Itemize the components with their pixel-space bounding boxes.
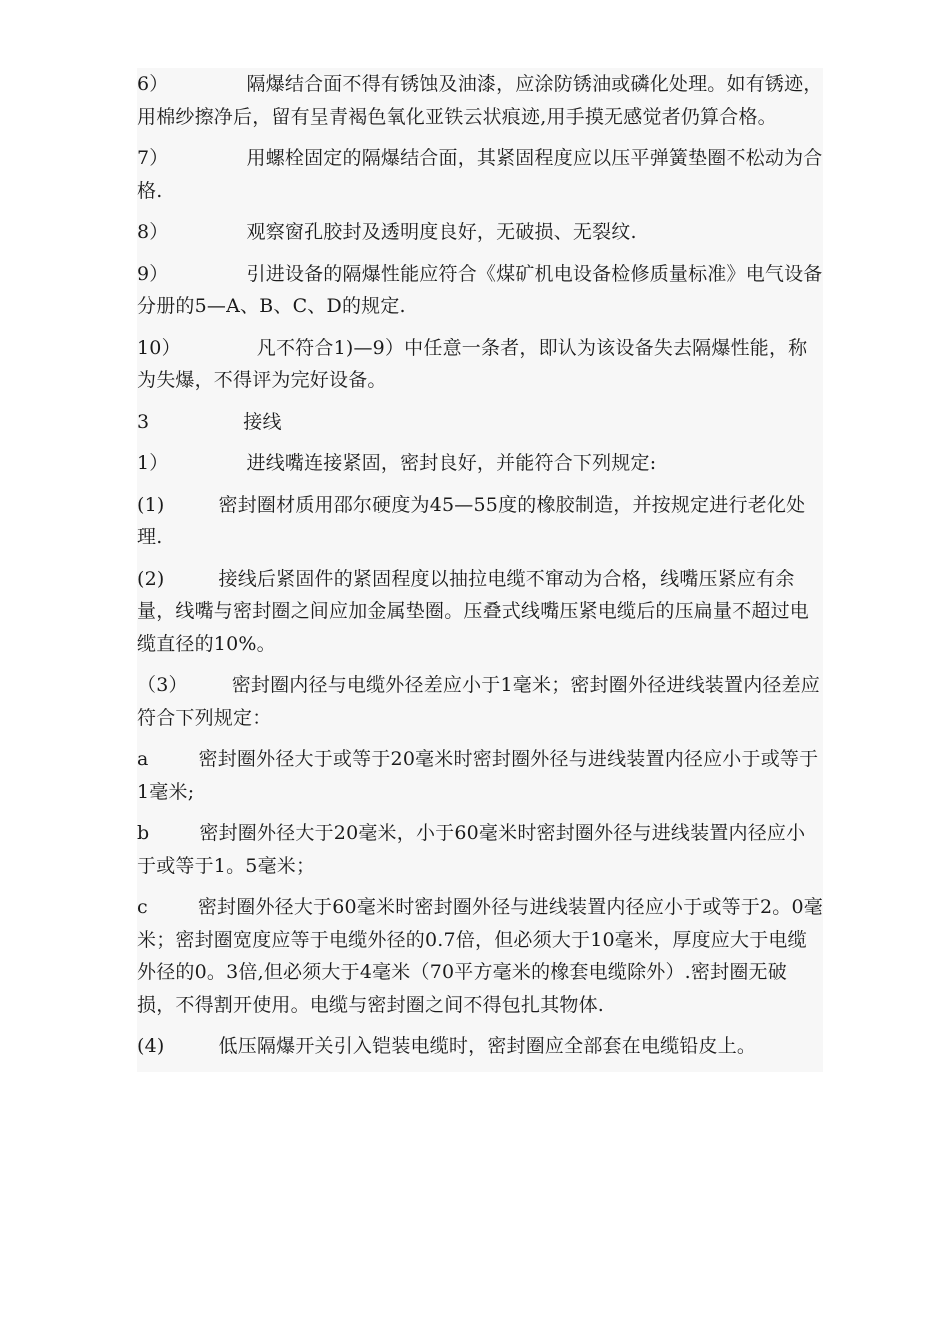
paragraph-text: 密封圈外径大于或等于20毫米时密封圈外径与进线装置内径应小于或等于1毫米; [137, 748, 819, 803]
paragraph [137, 258, 823, 332]
paragraph-text: 隔爆结合面不得有锈蚀及油漆，应涂防锈油或磷化处理。如有锈迹，用棉纱擦净后，留有呈青褐色氧化亚铁云状痕迹,用手摸无感觉者仍算合格。 [137, 73, 823, 128]
paragraph-text: 密封圈内径与电缆外径差应小于1毫米；密封圈外径进线装置内径差应符合下列规定： [137, 674, 820, 729]
paragraph [137, 216, 823, 258]
paragraph [137, 817, 823, 891]
item-number: （3） [137, 674, 188, 696]
item-number: (2) [137, 567, 165, 590]
paragraph-text: 密封圈材质用邵尔硬度为45—55度的橡胶制造，并按规定进行老化处理. [137, 493, 806, 548]
item-number: b [137, 822, 150, 844]
paragraph-text: 引进设备的隔爆性能应符合《煤矿机电设备检修质量标准》电气设备分册的5—A、B、C、D的规定. [137, 262, 823, 317]
item-number: 10） [137, 336, 181, 359]
paragraph [137, 489, 823, 563]
paragraph [137, 68, 823, 142]
section-heading [137, 406, 823, 448]
item-number: 6） [137, 73, 169, 95]
item-number: 8） [137, 221, 169, 243]
item-number: 9） [137, 262, 169, 285]
paragraph-text: 低压隔爆开关引入铠装电缆时，密封圈应全部套在电缆铅皮上。 [218, 1035, 757, 1057]
paragraph-text: 用螺栓固定的隔爆结合面，其紧固程度应以压平弹簧垫圈不松动为合格. [137, 147, 823, 202]
paragraph [137, 891, 823, 1030]
paragraph [137, 563, 823, 670]
item-number: (4) [137, 1035, 165, 1057]
paragraph-text: 密封圈外径大于20毫米，小于60毫米时密封圈外径与进线装置内径应小于或等于1。5毫米； [137, 822, 806, 877]
item-number: 7） [137, 147, 169, 169]
item-number: (1) [137, 493, 165, 516]
paragraph [137, 669, 823, 743]
paragraph [137, 743, 823, 817]
paragraph-text: 进线嘴连接紧固，密封良好，并能符合下列规定: [246, 452, 657, 474]
paragraph-text: 观察窗孔胶封及透明度良好，无破损、无裂纹. [246, 221, 637, 243]
paragraph [137, 1030, 823, 1072]
paragraph-text: 密封圈外径大于60毫米时密封圈外径与进线装置内径应小于或等于2。0毫米；密封圈宽度应等于电缆外径的0.7倍，但必须大于10毫米，厚度应大于电缆外径的0。3倍,但必须大于4毫米（70平方毫米的橡套电缆除外）.密封圈无破损，不得割开使用。电缆与密封圈之间不得包扎其物体. [137, 896, 823, 1016]
paragraph-text: 接线 [243, 410, 282, 433]
item-number: 3 [137, 410, 150, 433]
paragraph [137, 332, 823, 406]
paragraph-text: 凡不符合1)—9）中任意一条者，即认为该设备失去隔爆性能，称为失爆，不得评为完好设备。 [137, 336, 808, 391]
paragraph [137, 447, 823, 489]
paragraph [137, 142, 823, 216]
item-number: 1） [137, 452, 169, 474]
paragraph-text: 接线后紧固件的紧固程度以抽拉电缆不窜动为合格，线嘴压紧应有余量，线嘴与密封圈之间应加金属垫圈。压叠式线嘴压紧电缆后的压扁量不超过电缆直径的10%。 [137, 567, 810, 655]
item-number: a [137, 748, 149, 770]
item-number: c [137, 896, 148, 918]
document-body [137, 68, 823, 1072]
